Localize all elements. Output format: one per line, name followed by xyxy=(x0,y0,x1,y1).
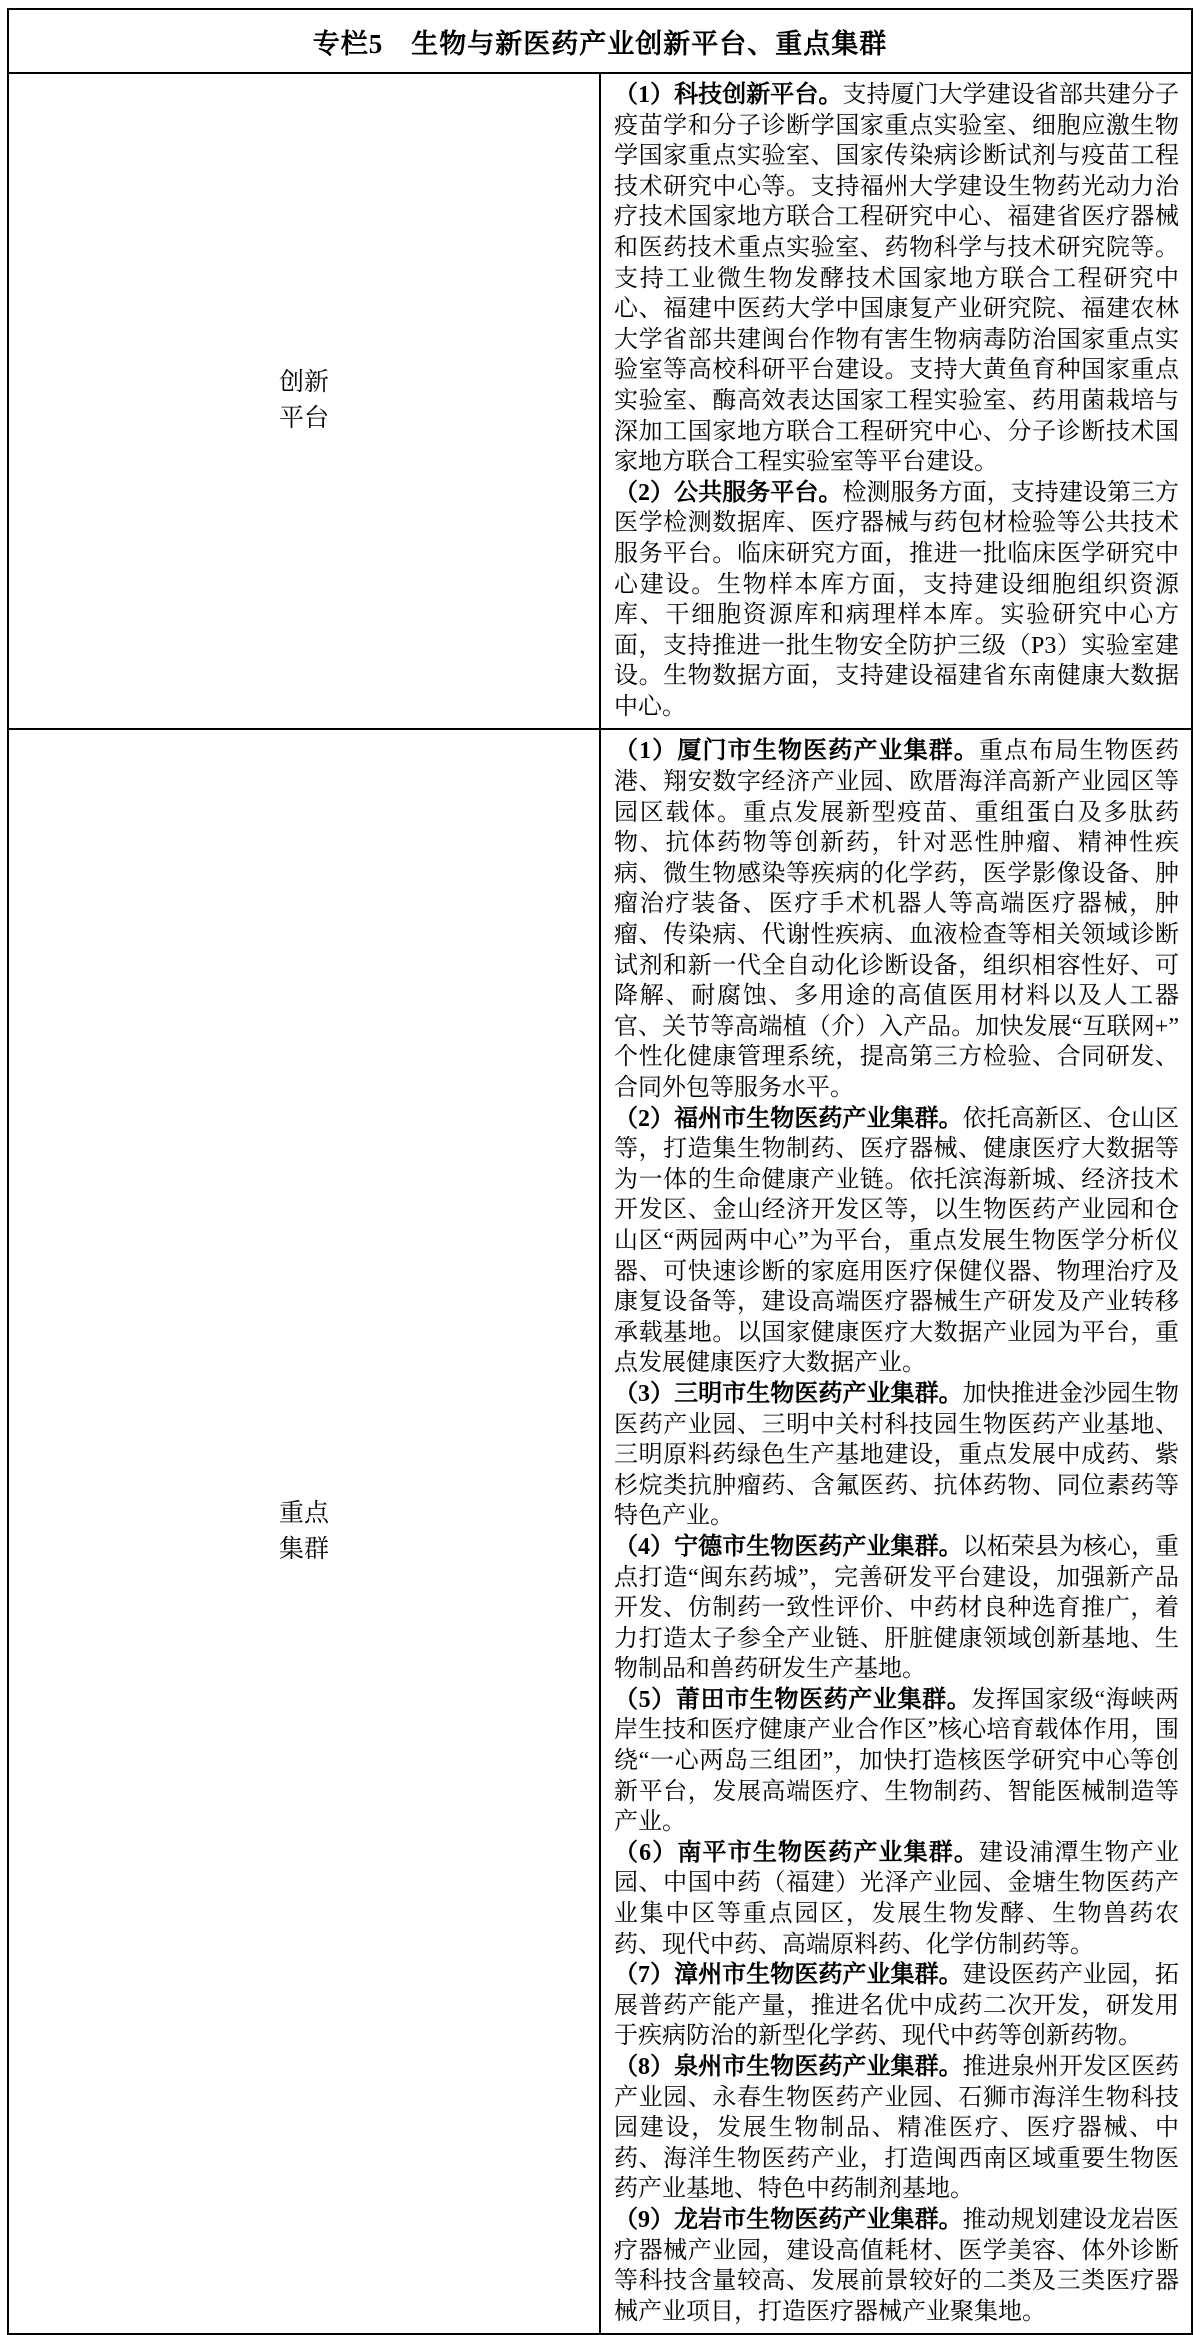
paragraph xyxy=(614,1838,1179,1960)
paragraph-text: 加快推进金沙园生物医药产业园、三明中关村科技园生物医药产业基地、三明原料药绿色生产基地建设，重点发展中成药、紫杉烷类抗肿瘤药、含氟医药、抗体药物、同位素药等特色产业。 xyxy=(614,1380,1180,1530)
paragraph-lead: （6）南平市生物医药产业集群。 xyxy=(614,1839,980,1866)
paragraph xyxy=(614,1104,1179,1379)
paragraph xyxy=(614,2205,1179,2327)
paragraph-text: 建设浦潭生物产业园、中国中药（福建）光泽产业园、金塘生物医药产业集中区等重点园区，发展生物发酵、生物兽药农药、现代中药、高端原料药、化学仿制药等。 xyxy=(614,1839,1180,1958)
paragraph-text: 依托高新区、仓山区等，打造集生物制药、医疗器械、健康医疗大数据等为一体的生命健康产业链。依托滨海新城、经济技术开发区、金山经济开发区等，以生物医药产业园和仓山区“两园两中心”为平台，重点发展生物医学分析仪器、可快速诊断的家庭用医疗保健仪器、物理治疗及康复设备等，建设高端医疗器械生产研发及产业转移承载基地。以国家健康医疗大数据产业园为平台，重点发展健康医疗大数据产业。 xyxy=(614,1105,1180,1377)
section-content-cell xyxy=(600,73,1192,729)
section-label-cell xyxy=(8,73,600,729)
section-content-cell xyxy=(600,729,1192,2334)
paragraph-lead: （5）莆田市生物医药产业集群。 xyxy=(614,1686,972,1713)
paragraph-lead: （1）科技创新平台。 xyxy=(614,82,843,108)
paragraph-lead: （2）公共服务平台。 xyxy=(614,479,843,506)
paragraph-text: 推进泉州开发区医药产业园、永春生物医药产业园、石狮市海洋生物科技园建设，发展生物制品、精准医疗、医疗器械、中药、海洋生物医药产业，打造闽西南区域重要生物医药产业基地、特色中药制剂基地。 xyxy=(614,2054,1180,2203)
paragraph-text: 以柘荣县为核心，重点打造“闽东药城”，完善研发平台建设，加强新产品开发、仿制药一致性评价、中药材良种选育推广，着力打造太子参全产业链、肝脏健康领域创新基地、生物制品和兽药研发生产基地。 xyxy=(614,1533,1180,1683)
section-label-text: 集群 xyxy=(278,1535,329,1563)
paragraph-text: 推动规划建设龙岩医疗器械产业园，建设高值耗材、医学美容、体外诊断等科技含量较高、发展前景较好的二类及三类医疗器械产业项目，打造医疗器械产业聚集地。 xyxy=(614,2206,1180,2325)
paragraph xyxy=(614,478,1179,723)
paragraph xyxy=(614,80,1179,478)
section-label-text: 重点 xyxy=(278,1499,329,1527)
paragraph-lead: （7）漳州市生物医药产业集群。 xyxy=(614,1962,963,1989)
paragraph-lead: （1）厦门市生物医药产业集群。 xyxy=(614,738,980,765)
sections-body xyxy=(8,73,1192,2334)
paragraph-text: 重点布局生物医药港、翔安数字经济产业园、欧厝海洋高新产业园区等园区载体。重点发展新型疫苗、重组蛋白及多肽药物、抗体药物等创新药，针对恶性肿瘤、精神性疾病、微生物感染等疾病的化学药，医学影像设备、肿瘤治疗装备、医疗手术机器人等高端医疗器械，肿瘤、传染病、代谢性疾病、血液检查等相关领域诊断试剂和新一代全自动化诊断设备，组织相容性好、可降解、耐腐蚀、多用途的高值医用材料以及人工器官、关节等高端植（介）入产品。加快发展“互联网+”个性化健康管理系统，提高第三方检验、合同研发、合同外包等服务水平。 xyxy=(614,738,1180,1101)
section-label-cell xyxy=(8,729,600,2334)
paragraph xyxy=(614,1532,1179,1685)
paragraph-text: 建设医药产业园，拓展普药产能产量，推进名优中成药二次开发，研发用于疾病防治的新型化学药、现代中药等创新药物。 xyxy=(614,1962,1180,2050)
section-row xyxy=(8,729,1192,2334)
title-row xyxy=(8,9,1192,73)
paragraph-lead: （9）龙岩市生物医药产业集群。 xyxy=(614,2206,963,2233)
paragraph-text: 支持厦门大学建设省部共建分子疫苗学和分子诊断学国家重点实验室、细胞应激生物学国家重点实验室、国家传染病诊断试剂与疫苗工程技术研究中心等。支持福州大学建设生物药光动力治疗技术国家地方联合工程研究中心、福建省医疗器械和医药技术重点实验室、药物科学与技术研究院等。支持工业微生物发酵技术国家地方联合工程研究中心、福建中医药大学中国康复产业研究院、福建农林大学省部共建闽台作物有害生物病毒防治国家重点实验室等高校科研平台建设。支持大黄鱼育种国家重点实验室、酶高效表达国家工程实验室、药用菌栽培与深加工国家地方联合工程研究中心、分子诊断技术国家地方联合工程实验室等平台建设。 xyxy=(614,82,1180,476)
panel-title: 专栏5 生物与新医药产业创新平台、重点集群 xyxy=(8,9,1192,73)
paragraph xyxy=(614,1685,1179,1838)
panel-table xyxy=(7,8,1193,2335)
section-row xyxy=(8,73,1192,729)
section-label-text: 平台 xyxy=(278,405,329,433)
paragraph-lead: （2）福州市生物医药产业集群。 xyxy=(614,1105,963,1132)
paragraph-text: 发挥国家级“海峡两岸生技和医疗健康产业合作区”核心培育载体作用，围绕“一心两岛三组团”，加快打造核医学研究中心等创新平台，发展高端医疗、生物制药、智能医械制造等产业。 xyxy=(614,1686,1180,1836)
paragraph xyxy=(614,1379,1179,1532)
paragraph xyxy=(614,736,1179,1103)
paragraph-lead: （8）泉州市生物医药产业集群。 xyxy=(614,2054,963,2080)
paragraph xyxy=(614,2052,1179,2205)
section-label-text: 创新 xyxy=(278,369,329,397)
paragraph xyxy=(614,1960,1179,2052)
paragraph-lead: （4）宁德市生物医药产业集群。 xyxy=(614,1533,963,1560)
paragraph-lead: （3）三明市生物医药产业集群。 xyxy=(614,1380,963,1407)
paragraph-text: 检测服务方面，支持建设第三方医学检测数据库、医疗器械与药包材检验等公共技术服务平台。临床研究方面，推进一批临床医学研究中心建设。生物样本库方面，支持建设细胞组织资源库、干细胞资源库和病理样本库。实验研究中心方面，支持推进一批生物安全防护三级（P3）实验室建设。生物数据方面，支持建设福建省东南健康大数据中心。 xyxy=(614,479,1180,720)
